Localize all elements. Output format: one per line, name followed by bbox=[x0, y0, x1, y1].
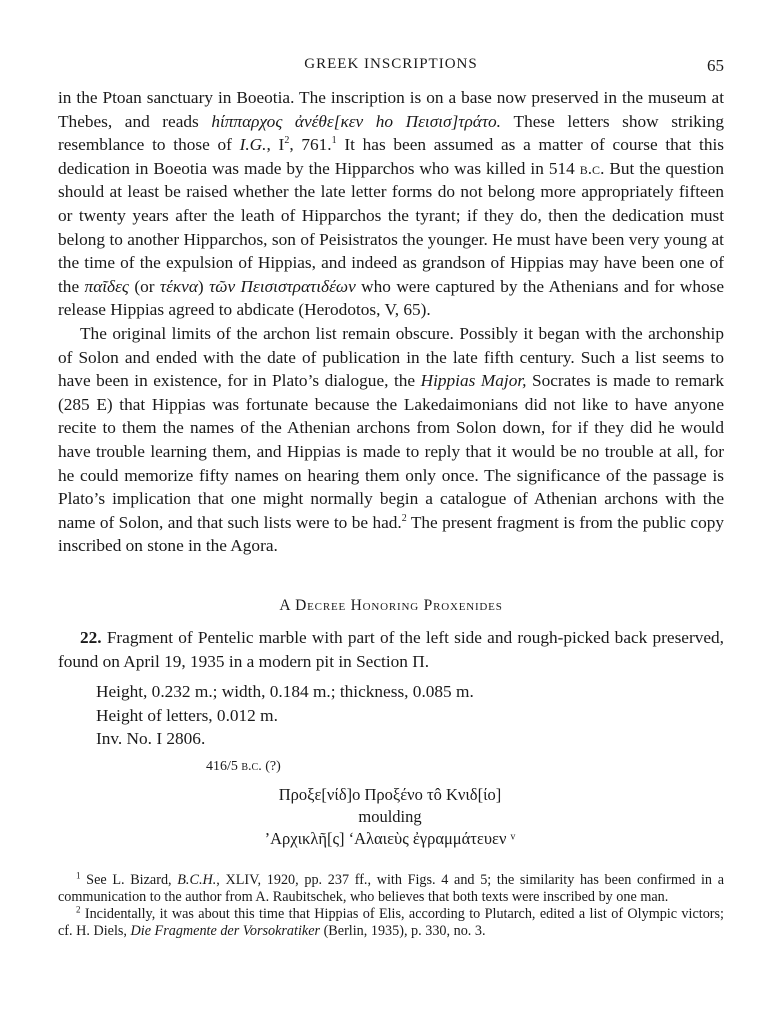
era-abbrev: b.c. bbox=[241, 759, 262, 774]
page-number: 65 bbox=[707, 56, 724, 75]
inscription-date bbox=[206, 759, 281, 775]
greek-text: τῶν Πεισιστρατιδέων bbox=[209, 276, 356, 296]
text: Socrates is made to remark (285 E) that Hippias was fortunate because the Lakedaimonians did not like to have anyone recite to them the names of the Athenian archons from Solon down, for if they did he would have trouble learning them, and Hippias is made to reply that it would be no trouble at all, for he could memorize fifty names on hearing them only once. The significance of the passage is Plato’s implication that one might normally begin a catalogue of Athenian archons with the name of Solon, and that such lists were to be had. bbox=[58, 371, 724, 532]
book-title: Die Fragmente der Vorsokratiker bbox=[130, 923, 321, 939]
citation: I.G. bbox=[239, 135, 267, 155]
greek-text: παῖδες bbox=[84, 276, 129, 296]
footnotes bbox=[58, 872, 724, 940]
text: , I bbox=[266, 135, 285, 155]
text: ) bbox=[197, 276, 210, 296]
text: Incidentally, it was about this time that Hippias of Elis, according to Plutarch, edited a list of Olympic victors; cf. H. Diels, bbox=[58, 906, 724, 939]
entry-description: Fragment of Pentelic marble with part of the left side and rough-picked back preserved, found on April 19, 1935 in a modern pit in Section Π. bbox=[58, 628, 724, 671]
date-query: (?) bbox=[265, 759, 281, 774]
era-abbrev: b.c. bbox=[579, 158, 605, 178]
footnote-ref-1[interactable]: 1 bbox=[331, 135, 337, 147]
paragraph-archon-list bbox=[58, 322, 724, 558]
text: who were captured by the Athenians and for whose release Hippias agreed to abdicate (Herodotos, V, 65). bbox=[58, 276, 724, 320]
inscription-line-2: ’Αρχικλῆ[ς] ‘Αλαιεὺς ἐγραμμάτευεν ᵛ bbox=[264, 829, 516, 848]
text: The present fragment is from the public copy inscribed on stone in the Agora. bbox=[58, 512, 724, 556]
dimensions-block bbox=[96, 680, 716, 751]
text: But the question should at least be raised whether the late letter forms do not belong more appropriately fifteen or twenty years after the leath of Hipparchos the tyrant; if they do, then the dedication must belong to another Hipparchos, son of Peisistratos the younger. He must have been very young at the time of the expulsion of Hippias, and indeed as grandson of Hippias may have been one of the bbox=[58, 158, 724, 296]
inventory-number: Inv. No. I 2806. bbox=[96, 729, 206, 748]
work-title: Hippias Major, bbox=[420, 371, 527, 391]
text: (or bbox=[128, 276, 160, 296]
footnote-mark: 2 bbox=[76, 904, 81, 915]
text: (Berlin, 1935), p. 330, no. 3. bbox=[320, 923, 486, 939]
text: The original limits of the archon list remain obscure. Possibly it began with the archonship of Solon and ended with the date of publication in the late fifth century. Such a list seems to have been in existence, for in Plato’s dialogue, the bbox=[58, 323, 724, 391]
entry-number: 22. bbox=[80, 628, 102, 647]
page-header bbox=[58, 56, 724, 78]
date-year: 416/5 bbox=[206, 759, 238, 774]
footnote-mark: 1 bbox=[76, 870, 81, 881]
inscription-text bbox=[200, 784, 580, 850]
moulding-label: moulding bbox=[358, 807, 422, 826]
body-text bbox=[58, 86, 724, 558]
section-title: A Decree Honoring Proxenides bbox=[279, 597, 503, 614]
footnote-2 bbox=[58, 906, 724, 940]
text: It has been assumed as a matter of course that this dedication in Boeotia was made by the Hipparchos who was killed in 514 bbox=[58, 135, 724, 178]
text: These letters show striking resemblance to those of bbox=[58, 111, 725, 155]
catalogue-entry bbox=[58, 626, 724, 673]
dimensions-line: Height, 0.232 m.; width, 0.184 m.; thickness, 0.085 m. bbox=[96, 682, 474, 701]
running-head: GREEK INSCRIPTIONS bbox=[304, 56, 478, 72]
inscription-line-1: Προξε[νίδ]ο Προξένο τô Κνιδ[ίο] bbox=[278, 785, 502, 804]
paragraph-ptoan-dedication bbox=[58, 86, 724, 322]
journal-title: B.C.H. bbox=[177, 872, 217, 888]
text: See L. Bizard, bbox=[80, 872, 178, 888]
superscript: 2 bbox=[284, 135, 290, 147]
text: , XLIV, 1920, pp. 237 ff., with Figs. 4 and 5; the similarity has been confirmed in a communication to the author from A. Raubitschek, who believes that both texts were inscribed by one man. bbox=[58, 872, 724, 905]
greek-text: τέκνα bbox=[159, 276, 198, 296]
footnote-ref-2[interactable]: 2 bbox=[401, 512, 407, 524]
letter-height-line: Height of letters, 0.012 m. bbox=[96, 705, 278, 725]
greek-text: hίππαρχος ἀνέθε[κεν hο Πεισισ]τράτο. bbox=[211, 111, 501, 131]
text: , 761. bbox=[289, 135, 332, 155]
footnote-1 bbox=[58, 872, 724, 906]
text: in the Ptoan sanctuary in Boeotia. The inscription is on a base now preserved in the museum at Thebes, and reads bbox=[58, 88, 724, 131]
